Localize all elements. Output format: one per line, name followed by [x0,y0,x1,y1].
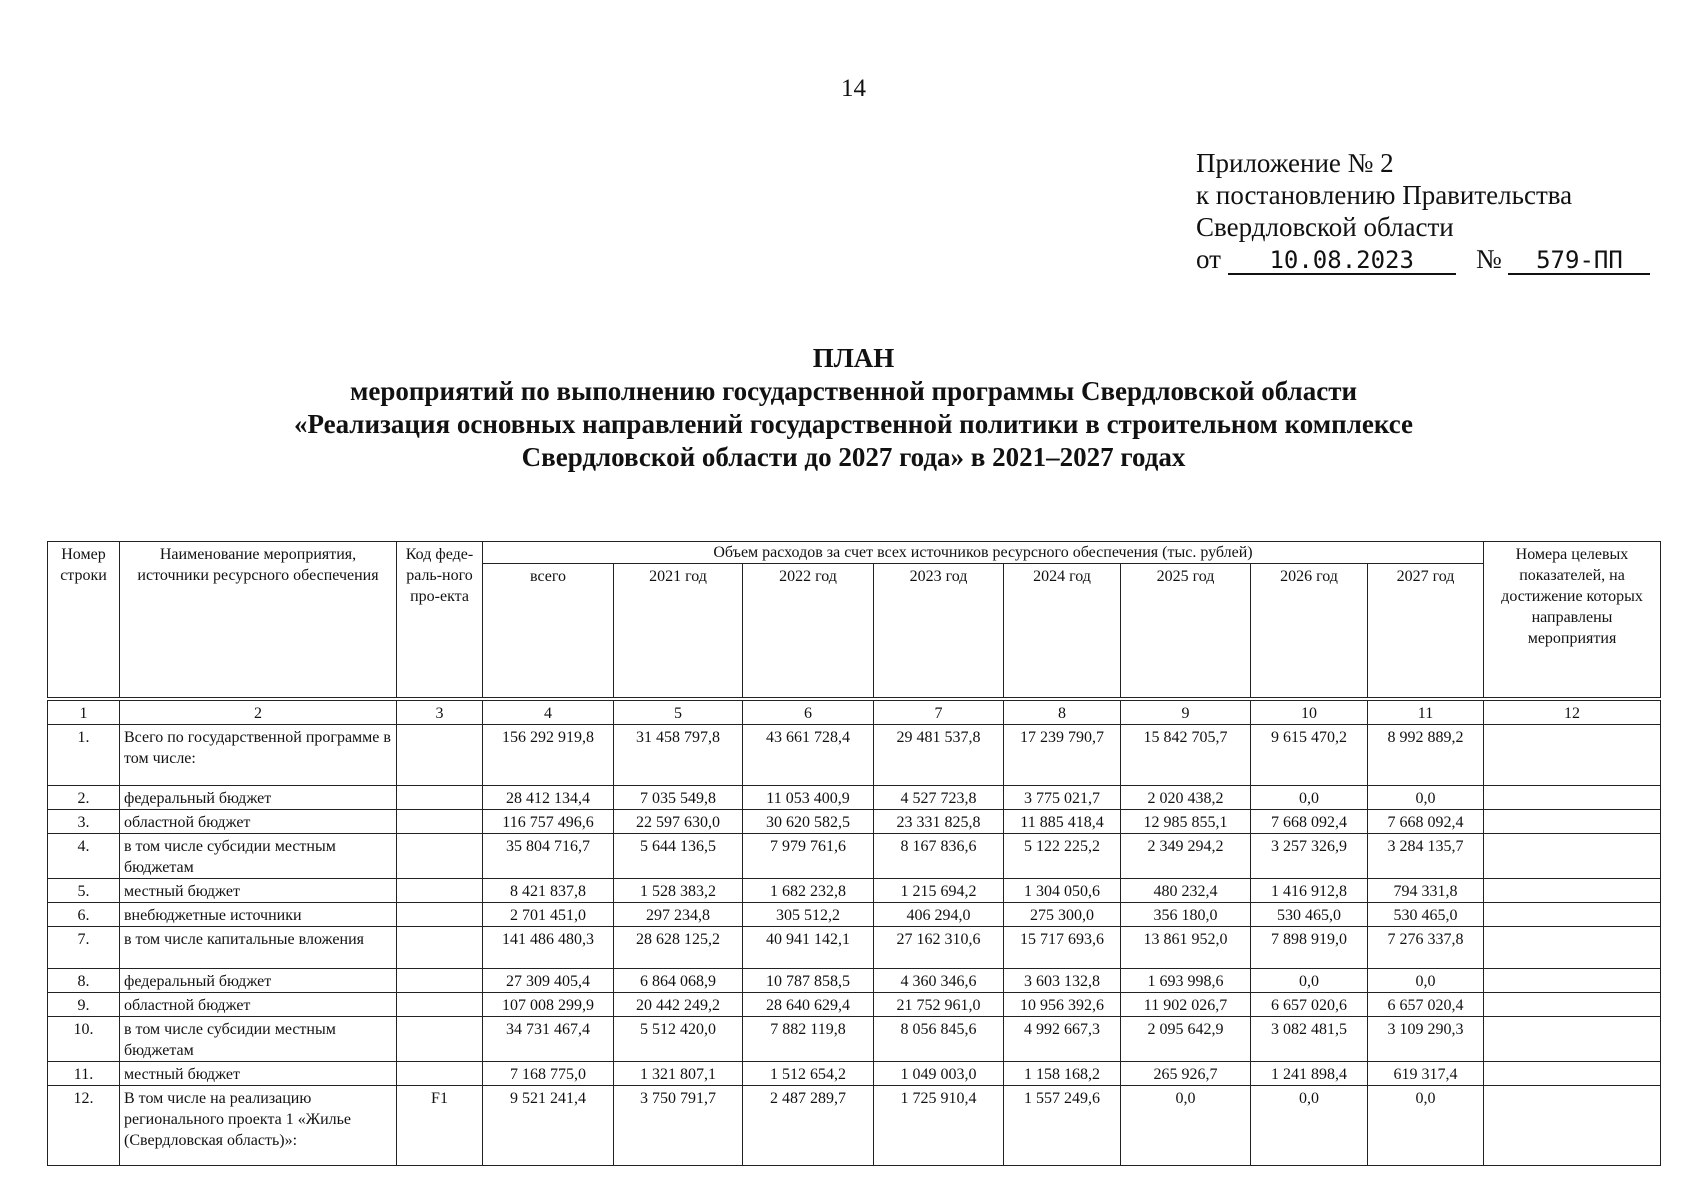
code-cell [397,834,483,879]
y2021-cell: 1 528 383,2 [614,879,743,903]
y2023-cell: 1 215 694,2 [874,879,1004,903]
y2024-cell: 275 300,0 [1004,903,1121,927]
total-cell: 8 421 837,8 [483,879,614,903]
name-cell: федеральный бюджет [120,969,397,993]
y2026-cell: 530 465,0 [1251,903,1368,927]
header-2027: 2027 год [1368,564,1484,698]
targets-cell [1484,810,1661,834]
appendix-line-2: к постановлению Правительства [1196,180,1573,210]
targets-cell [1484,993,1661,1017]
y2027-cell: 0,0 [1368,1086,1484,1166]
name-cell: местный бюджет [120,879,397,903]
y2021-cell: 31 458 797,8 [614,725,743,786]
y2024-cell: 3 775 021,7 [1004,786,1121,810]
y2024-cell: 10 956 392,6 [1004,993,1121,1017]
y2023-cell: 1 049 003,0 [874,1062,1004,1086]
y2025-cell: 2 095 642,9 [1121,1017,1251,1062]
column-number: 7 [874,701,1004,725]
y2022-cell: 10 787 858,5 [743,969,874,993]
targets-cell [1484,969,1661,993]
y2023-cell: 8 056 845,6 [874,1017,1004,1062]
targets-cell [1484,903,1661,927]
table-row [48,725,1661,786]
y2024-cell: 17 239 790,7 [1004,725,1121,786]
column-number: 2 [120,701,397,725]
row-number-cell: 12. [48,1086,120,1166]
targets-cell [1484,879,1661,903]
plan-table [47,541,1661,1166]
column-number-row [48,701,1661,725]
total-cell: 35 804 716,7 [483,834,614,879]
code-cell [397,1062,483,1086]
table-row [48,834,1661,879]
table-row [48,1017,1661,1062]
total-cell: 27 309 405,4 [483,969,614,993]
row-number-cell: 3. [48,810,120,834]
column-number: 3 [397,701,483,725]
y2027-cell: 7 276 337,8 [1368,927,1484,969]
y2023-cell: 4 360 346,6 [874,969,1004,993]
y2026-cell: 9 615 470,2 [1251,725,1368,786]
appendix-block [1196,147,1650,275]
table-row [48,903,1661,927]
name-cell: областной бюджет [120,993,397,1017]
code-cell [397,786,483,810]
table-row [48,810,1661,834]
total-cell: 141 486 480,3 [483,927,614,969]
y2027-cell: 3 284 135,7 [1368,834,1484,879]
y2022-cell: 11 053 400,9 [743,786,874,810]
total-cell: 2 701 451,0 [483,903,614,927]
header-2022: 2022 год [743,564,874,698]
header-total: всего [483,564,614,698]
code-cell [397,810,483,834]
targets-cell [1484,834,1661,879]
header-2025: 2025 год [1121,564,1251,698]
row-number-cell: 8. [48,969,120,993]
y2025-cell: 1 693 998,6 [1121,969,1251,993]
targets-cell [1484,1017,1661,1062]
header-2024: 2024 год [1004,564,1121,698]
name-cell: областной бюджет [120,810,397,834]
title-line-2: мероприятий по выполнению государственной программы Свердловской области [349,376,1358,406]
column-number: 9 [1121,701,1251,725]
row-number-cell: 6. [48,903,120,927]
date-prefix: от [1196,244,1221,274]
document-date: 10.08.2023 [1228,247,1456,275]
y2021-cell: 20 442 249,2 [614,993,743,1017]
y2022-cell: 1 682 232,8 [743,879,874,903]
total-cell: 9 521 241,4 [483,1086,614,1166]
document-title [0,342,1707,474]
name-cell: в том числе субсидии местным бюджетам [120,1017,397,1062]
header-volume: Объем расходов за счет всех источников ресурсного обеспечения (тыс. рублей) [483,542,1484,564]
code-cell [397,903,483,927]
code-cell [397,927,483,969]
name-cell: внебюджетные источники [120,903,397,927]
header-2021: 2021 год [614,564,743,698]
name-cell: В том числе на реализацию регионального проекта 1 «Жилье (Свердловская область)»: [120,1086,397,1166]
y2026-cell: 1 416 912,8 [1251,879,1368,903]
y2022-cell: 28 640 629,4 [743,993,874,1017]
y2026-cell: 0,0 [1251,1086,1368,1166]
y2026-cell: 1 241 898,4 [1251,1062,1368,1086]
header-targets: Номера целевых показателей, на достижение которых направлены мероприятия [1484,542,1661,698]
code-cell [397,993,483,1017]
y2022-cell: 7 882 119,8 [743,1017,874,1062]
y2027-cell: 3 109 290,3 [1368,1017,1484,1062]
y2022-cell: 1 512 654,2 [743,1062,874,1086]
code-cell: F1 [397,1086,483,1166]
y2024-cell: 5 122 225,2 [1004,834,1121,879]
column-number: 4 [483,701,614,725]
appendix-date-line [1196,243,1650,275]
y2027-cell: 0,0 [1368,969,1484,993]
table-row [48,879,1661,903]
y2025-cell: 0,0 [1121,1086,1251,1166]
y2022-cell: 43 661 728,4 [743,725,874,786]
y2026-cell: 6 657 020,6 [1251,993,1368,1017]
y2021-cell: 5 512 420,0 [614,1017,743,1062]
y2022-cell: 7 979 761,6 [743,834,874,879]
y2021-cell: 6 864 068,9 [614,969,743,993]
total-cell: 156 292 919,8 [483,725,614,786]
y2026-cell: 0,0 [1251,969,1368,993]
y2026-cell: 3 082 481,5 [1251,1017,1368,1062]
y2021-cell: 5 644 136,5 [614,834,743,879]
name-cell: в том числе капитальные вложения [120,927,397,969]
y2024-cell: 15 717 693,6 [1004,927,1121,969]
column-number: 10 [1251,701,1368,725]
code-cell [397,1017,483,1062]
y2024-cell: 1 158 168,2 [1004,1062,1121,1086]
row-number-cell: 1. [48,725,120,786]
row-number-cell: 7. [48,927,120,969]
y2024-cell: 4 992 667,3 [1004,1017,1121,1062]
title-line-1: ПЛАН [812,343,895,373]
y2027-cell: 530 465,0 [1368,903,1484,927]
header-code: Код феде-раль-ного про-екта [397,542,483,698]
column-number: 8 [1004,701,1121,725]
table-row [48,927,1661,969]
total-cell: 116 757 496,6 [483,810,614,834]
header-2023: 2023 год [874,564,1004,698]
header-name: Наименование мероприятия, источники ресурсного обеспечения [120,542,397,698]
code-cell [397,725,483,786]
y2022-cell: 30 620 582,5 [743,810,874,834]
y2026-cell: 7 898 919,0 [1251,927,1368,969]
page-number: 14 [841,75,866,102]
row-number-cell: 10. [48,1017,120,1062]
y2023-cell: 23 331 825,8 [874,810,1004,834]
table-row [48,1086,1661,1166]
total-cell: 7 168 775,0 [483,1062,614,1086]
table-row [48,1062,1661,1086]
y2026-cell: 0,0 [1251,786,1368,810]
y2027-cell: 7 668 092,4 [1368,810,1484,834]
y2024-cell: 11 885 418,4 [1004,810,1121,834]
name-cell: Всего по государственной программе в том числе: [120,725,397,786]
number-prefix: № [1475,244,1502,274]
row-number-cell: 4. [48,834,120,879]
table-row [48,993,1661,1017]
targets-cell [1484,725,1661,786]
y2026-cell: 7 668 092,4 [1251,810,1368,834]
code-cell [397,969,483,993]
document-number: 579-ПП [1508,247,1650,275]
y2023-cell: 8 167 836,6 [874,834,1004,879]
column-number: 1 [48,701,120,725]
y2024-cell: 1 304 050,6 [1004,879,1121,903]
y2027-cell: 8 992 889,2 [1368,725,1484,786]
table-body [48,698,1661,1166]
y2024-cell: 3 603 132,8 [1004,969,1121,993]
column-number: 6 [743,701,874,725]
table-row [48,969,1661,993]
y2024-cell: 1 557 249,6 [1004,1086,1121,1166]
y2025-cell: 480 232,4 [1121,879,1251,903]
header-2026: 2026 год [1251,564,1368,698]
column-number: 12 [1484,701,1661,725]
y2022-cell: 40 941 142,1 [743,927,874,969]
name-cell: местный бюджет [120,1062,397,1086]
y2027-cell: 794 331,8 [1368,879,1484,903]
y2025-cell: 356 180,0 [1121,903,1251,927]
row-number-cell: 11. [48,1062,120,1086]
total-cell: 107 008 299,9 [483,993,614,1017]
column-number: 5 [614,701,743,725]
y2025-cell: 12 985 855,1 [1121,810,1251,834]
y2025-cell: 13 861 952,0 [1121,927,1251,969]
name-cell: в том числе субсидии местным бюджетам [120,834,397,879]
y2021-cell: 3 750 791,7 [614,1086,743,1166]
targets-cell [1484,1062,1661,1086]
y2026-cell: 3 257 326,9 [1251,834,1368,879]
header-row-number: Номер строки [48,542,120,698]
table-row [48,786,1661,810]
y2021-cell: 7 035 549,8 [614,786,743,810]
y2027-cell: 619 317,4 [1368,1062,1484,1086]
appendix-line-3: Свердловской области [1196,212,1454,242]
y2023-cell: 29 481 537,8 [874,725,1004,786]
y2025-cell: 15 842 705,7 [1121,725,1251,786]
y2022-cell: 305 512,2 [743,903,874,927]
row-number-cell: 2. [48,786,120,810]
name-cell: федеральный бюджет [120,786,397,810]
total-cell: 34 731 467,4 [483,1017,614,1062]
y2027-cell: 6 657 020,4 [1368,993,1484,1017]
y2025-cell: 11 902 026,7 [1121,993,1251,1017]
y2021-cell: 22 597 630,0 [614,810,743,834]
row-number-cell: 9. [48,993,120,1017]
targets-cell [1484,786,1661,810]
targets-cell [1484,1086,1661,1166]
y2021-cell: 28 628 125,2 [614,927,743,969]
row-number-cell: 5. [48,879,120,903]
y2022-cell: 2 487 289,7 [743,1086,874,1166]
y2023-cell: 406 294,0 [874,903,1004,927]
y2025-cell: 265 926,7 [1121,1062,1251,1086]
y2021-cell: 1 321 807,1 [614,1062,743,1086]
code-cell [397,879,483,903]
title-line-4: Свердловской области до 2027 года» в 2021–2027 годах [521,442,1186,472]
y2027-cell: 0,0 [1368,786,1484,810]
y2025-cell: 2 020 438,2 [1121,786,1251,810]
total-cell: 28 412 134,4 [483,786,614,810]
y2025-cell: 2 349 294,2 [1121,834,1251,879]
title-line-3: «Реализация основных направлений государственной политики в строительном комплексе [293,409,1414,439]
appendix-line-1: Приложение № 2 [1196,148,1394,178]
y2023-cell: 1 725 910,4 [874,1086,1004,1166]
y2023-cell: 4 527 723,8 [874,786,1004,810]
y2023-cell: 21 752 961,0 [874,993,1004,1017]
y2021-cell: 297 234,8 [614,903,743,927]
y2023-cell: 27 162 310,6 [874,927,1004,969]
targets-cell [1484,927,1661,969]
column-number: 11 [1368,701,1484,725]
